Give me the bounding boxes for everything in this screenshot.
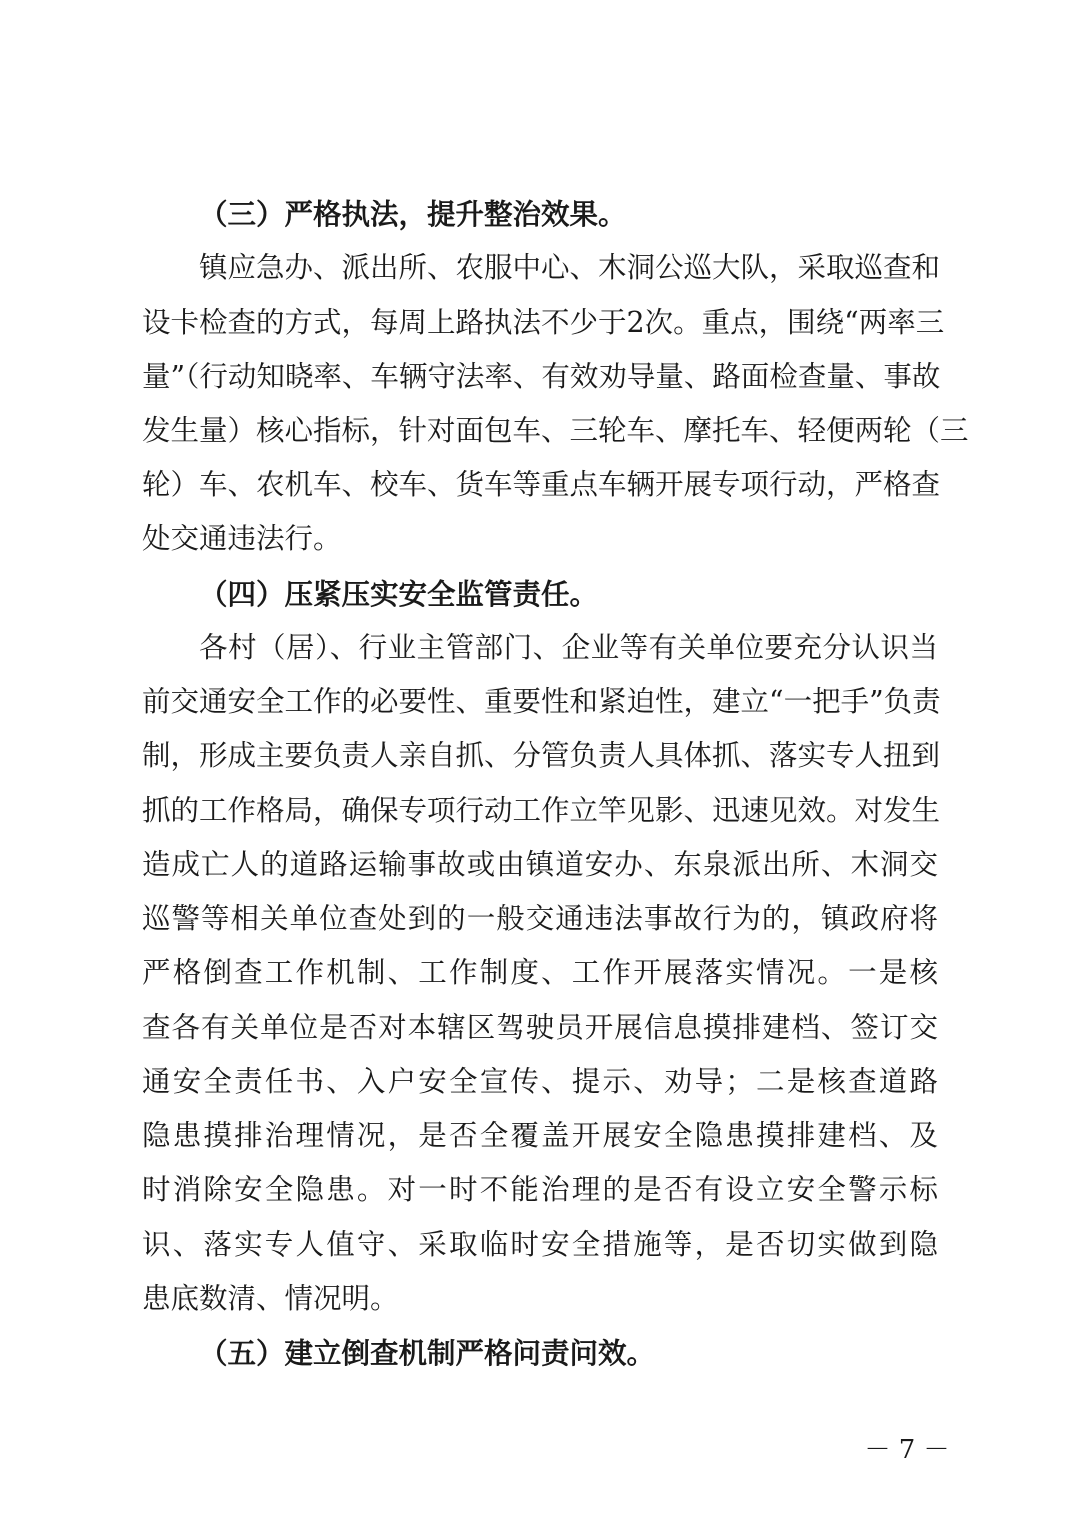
paragraph-line: 隐患摸排治理情况，是否全覆盖开展安全隐患摸排建档、及 [142,1119,938,1152]
paragraph-line: 前交通安全工作的必要性、重要性和紧迫性，建立“一把手”负责 [142,685,941,718]
paragraph-line: 镇应急办、派出所、农服中心、木洞公巡大队，采取巡查和 [199,251,941,284]
paragraph-line: 查各有关单位是否对本辖区驾驶员开展信息摸排建档、签订交 [142,1011,938,1044]
paragraph-line: 制，形成主要负责人亲自抓、分管负责人具体抓、落实专人扭到 [142,739,941,772]
section-heading-3: （三）严格执法，提升整治效果。 [199,197,627,231]
paragraph-line: 各村（居）、行业主管部门、企业等有关单位要充分认识当 [199,631,938,664]
paragraph-line: 抓的工作格局，确保专项行动工作立竿见影、迅速见效。对发生 [142,794,941,827]
section-heading-4: （四）压紧压实安全监管责任。 [199,577,599,611]
paragraph-line: 严格倒查工作机制、工作制度、工作开展落实情况。一是核 [142,956,938,989]
paragraph-line: 通安全责任书、入户安全宣传、提示、劝导；二是核查道路 [142,1065,938,1098]
section-heading-5: （五）建立倒查机制严格问责问效。 [199,1336,656,1370]
paragraph-line: 患底数清、情况明。 [142,1282,399,1315]
paragraph-line: 时消除安全隐患。对一时不能治理的是否有设立安全警示标 [142,1173,938,1206]
paragraph-line: 处交通违法行。 [142,522,342,555]
paragraph-line: 识、落实专人值守、采取临时安全措施等，是否切实做到隐 [142,1228,938,1261]
paragraph-line: 设卡检查的方式，每周上路执法不少于2次。重点，围绕“两率三 [142,306,945,339]
paragraph-line: 量”（行动知晓率、车辆守法率、有效劝导量、路面检查量、事故 [142,360,941,393]
paragraph-line: 巡警等相关单位查处到的一般交通违法事故行为的，镇政府将 [142,902,938,935]
paragraph-line: 造成亡人的道路运输事故或由镇道安办、东泉派出所、木洞交 [142,848,938,881]
paragraph-line: 发生量）核心指标，针对面包车、三轮车、摩托车、轻便两轮（三 [142,414,969,447]
page-number: － 7 － [864,1435,950,1465]
paragraph-line: 轮）车、农机车、校车、货车等重点车辆开展专项行动，严格查 [142,468,941,501]
